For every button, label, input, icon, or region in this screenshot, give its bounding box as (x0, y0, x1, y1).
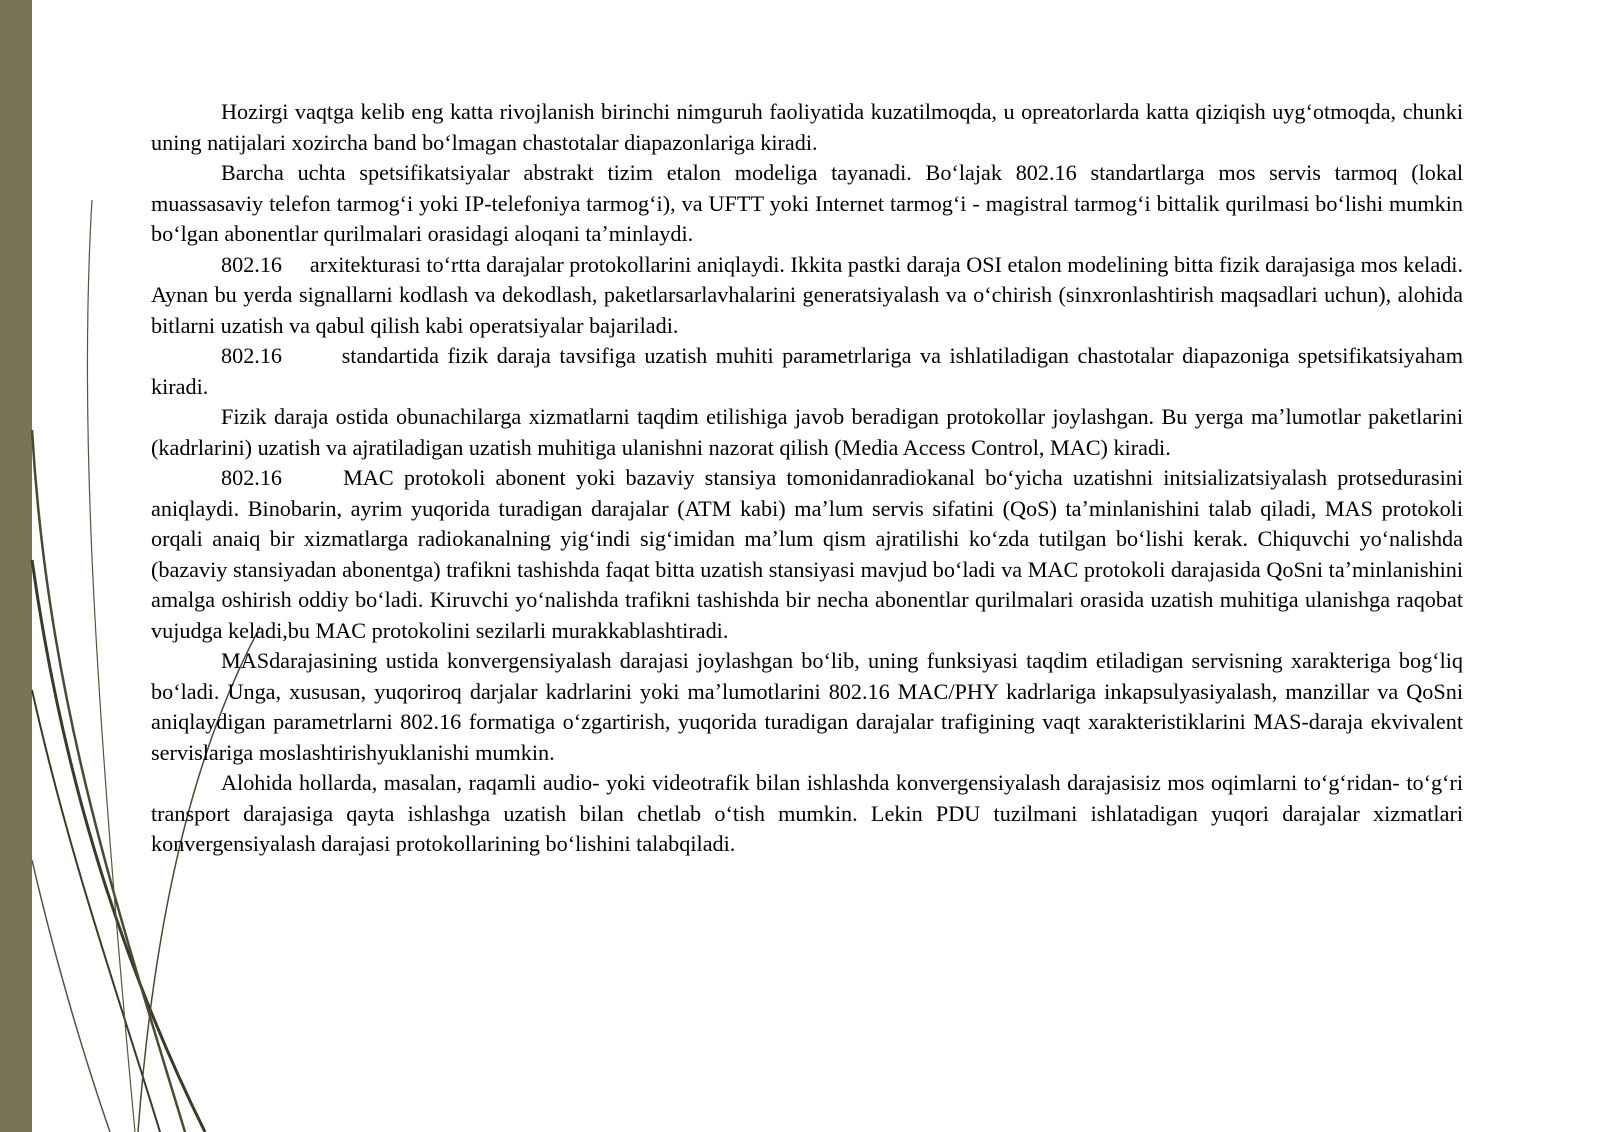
paragraph: MASdarajasining ustida konvergensiyalash darajasi joylashgan boʻlib, uning funksiyasi taqdim etiladigan servisning xarakteriga bogʻliq boʻladi. Unga, xususan, yuqoriroq darjalar kadrlarini yoki maʼlumotlarini 802.16 MAC/PHY kadrlariga inkapsulyasiyalash, manzillar va QoSni aniqlaydigan parametrlarni 802.16 formatiga oʻzgartirish, yuqorida turadigan darajalar trafigining vaqt xarakteristiklarini MAS-daraja ekvivalent servislariga moslashtirishyuklanishi mumkin. (151, 648, 1463, 765)
paragraph: Fizik daraja ostida obunachilarga xizmatlarni taqdim etilishiga javob beradigan protokollar joylashgan. Bu yerga maʼlumotlar paketlarini (kadrlarini) uzatish va ajratiladigan uzatish muhitiga ulanishni nazorat qilish (Media Access Control, MAC) kiradi. (151, 404, 1463, 460)
paragraph: 802.16 arxitekturasi toʻrtta darajalar protokollarini aniqlaydi. Ikkita pastki daraja OSI etalon modelining bitta fizik darajasiga mos keladi. Aynan bu yerda signallarni kodlash va dekodlash, paketlarsarlavhalarini generatsiyalash va oʻchirish (sinxronlashtirish maqsadlari uchun), alohida bitlarni uzatish va qabul qilish kabi operatsiyalar bajariladi. (151, 251, 1463, 338)
paragraph: 802.16 standartida fizik daraja tavsifiga uzatish muhiti parametrlariga va ishlatiladigan chastotalar diapazoniga spetsifikatsiyaham kiradi. (151, 343, 1463, 399)
paragraph: 802.16 MAC protokoli abonent yoki bazaviy stansiya tomonidanradiokanal boʻyicha uzatishni initsializatsiyalash protsedurasini aniqlaydi. Binobarin, ayrim yuqorida turadigan darajalar (ATM kabi) maʼlum servis sifatini (QoS) taʼminlanishini talab qiladi, MAS protokoli orqali anaiq bir xizmatlarga radiokanalning yigʻindi sigʻimidan maʼlum qism ajratilishi koʻzda tutilgan boʻlishi kerak. Chiquvchi yoʻnalishda (bazaviy stansiyadan abonentga) trafikni tashishda faqat bitta uzatish stansiyasi mavjud boʻladi va MAC protokoli darajasida QoSni taʼminlanishini amalga oshirish oddiy boʻladi. Kiruvchi yoʻnalishda trafikni tashishda bir necha abonentlar qurilmalari orasida uzatish muhitiga ulanishga raqobat vujudga keladi,bu MAC protokolini sezilarli murakkablashtiradi. (151, 465, 1463, 643)
decorative-curve (32, 690, 160, 1132)
decorative-curve (87, 200, 135, 1132)
document-body (151, 97, 1463, 860)
paragraph: Alohida hollarda, masalan, raqamli audio- yoki videotrafik bilan ishlashda konvergensiyalash darajasisiz mos oqimlarni toʻgʻridan- toʻgʻri transport darajasiga qayta ishlashga uzatish bilan chetlab oʻtish mumkin. Lekin PDU tuzilmani ishlatadigan yuqori darajalar xizmatlari konvergensiyalash darajasi protokollarining boʻlishini talabqiladi. (151, 770, 1463, 856)
paragraph: Barcha uchta spetsifikatsiyalar abstrakt tizim etalon modeliga tayanadi. Boʻlajak 802.16 standartlarga mos servis tarmoq (lokal muassasaviy telefon tarmogʻi yoki IP-telefoniya tarmogʻi), va UFTT yoki Internet tarmogʻi - magistral tarmogʻi bittalik qurilmasi boʻlishi mumkin boʻlgan abonentlar qurilmalari orasidagi aloqani taʼminlaydi. (151, 160, 1463, 246)
paragraph: Hozirgi vaqtga kelib eng katta rivojlanish birinchi nimguruh faoliyatida kuzatilmoqda, u opreatorlarda katta qiziqish uygʻotmoqda, chunki uning natijalari xozircha band boʻlmagan chastotalar diapazonlariga kiradi. (151, 99, 1463, 155)
decorative-curve (32, 860, 110, 1132)
